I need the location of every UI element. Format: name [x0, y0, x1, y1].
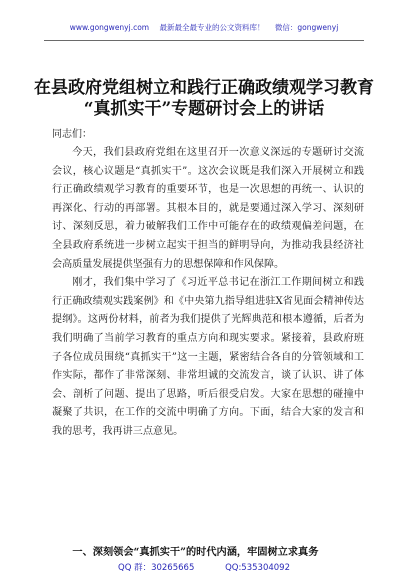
- site-header: [0, 22, 408, 36]
- qq-group: QQ 群：30265665: [118, 563, 195, 573]
- title-line-2: “真抓实干”专题研讨会上的讲话: [83, 99, 325, 119]
- document-body: [52, 144, 364, 442]
- paragraph-2: 刚才，我们集中学习了《习近平总书记在浙江工作期间树立和践行正确政绩观实践案例》和《中央第九指导组进驻X省见面会精神传达提纲》。这两份材料，前者为我们提供了光辉典范和根本遵循，后者为我们明确了当前学习教育的重点方向和现实要求。紧接着，县政府班子各位成员围绕“真抓实干”这一主题，紧密结合各自的分管领域和工作实际，都作了非常深刻、非常坦诚的交流发言，谈了认识、讲了体会、剖析了问题、提出了思路，听后很受启发。大家在思想的碰撞中凝聚了共识，在工作的交流中明确了方向。下面，结合大家的发言和我的思考，我再讲三点意见。: [52, 277, 364, 437]
- site-url[interactable]: www.gongwenyj.com: [69, 23, 150, 32]
- site-slogan: 最新最全最专业的公文资料库！: [159, 23, 265, 32]
- section-heading: 一、深刻领会“真抓实干”的时代内涵，牢固树立求真务: [72, 546, 319, 558]
- salutation: 同志们：: [52, 129, 92, 140]
- qq-number: QQ:535304092: [225, 563, 290, 573]
- paragraph-1: 今天，我们县政府党组在这里召开一次意义深远的专题研讨交流会议，核心议题是“真抓实干”。这次会议既是我们深入开展树立和践行正确政绩观学习教育的重要环节，也是一次思想的再统一、认识的再深化、行动的再部署。其根本目的，就是要通过深入学习、深刻研讨、深刻反思，着力破解我们工作中可能存在的政绩观偏差问题，在全县政府系统进一步树立起实干担当的鲜明导向，为推动我县经济社会高质量发展提供坚强有力的思想保障和作风保障。: [52, 147, 364, 270]
- title-line-1: 在县政府党组树立和践行正确政绩观学习教育: [34, 78, 374, 98]
- header-divider: [44, 40, 364, 41]
- wechat-id: 微信：gongwenyj: [274, 23, 339, 32]
- page-footer: [0, 561, 408, 573]
- document-title: [30, 78, 378, 120]
